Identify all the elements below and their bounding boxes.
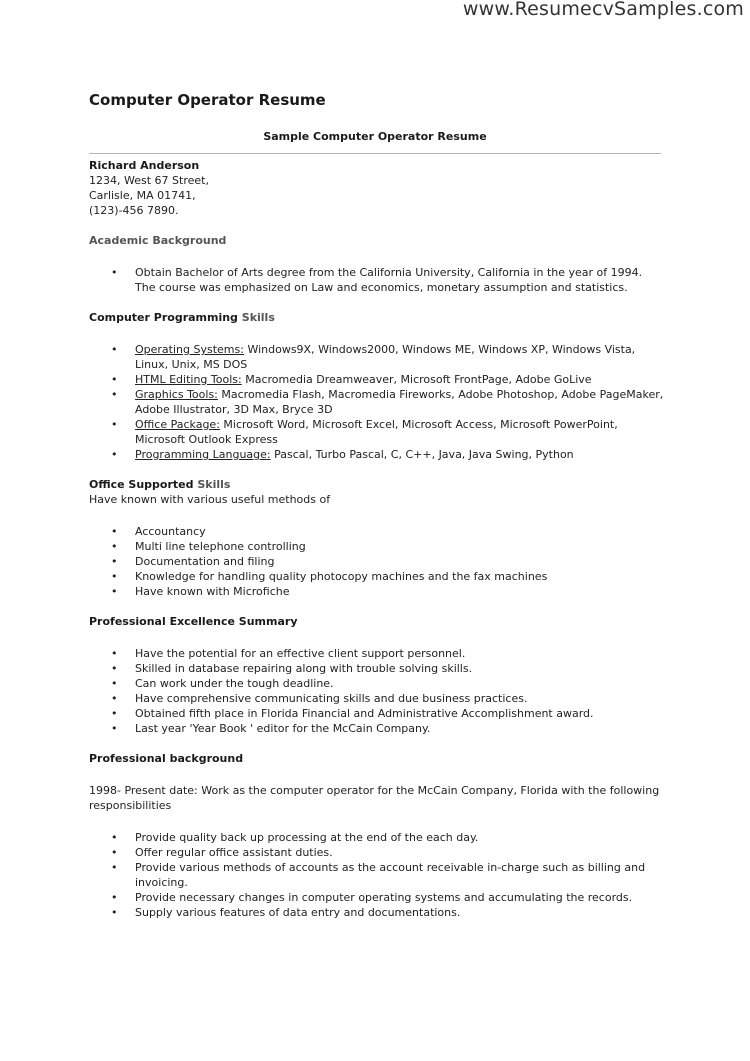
- page-title: Computer Operator Resume: [89, 91, 326, 109]
- contact-block: [89, 158, 664, 218]
- list-item: • Supply various features of data entry and documentations.: [111, 906, 461, 919]
- programming-skills-list: [89, 342, 664, 462]
- list-item: • Have known with Microfiche: [111, 585, 290, 598]
- list-item: • Obtained fifth place in Florida Financial and Administrative Accomplishment award.: [111, 707, 594, 720]
- list-item: • Provide quality back up processing at the end of the each day.: [111, 831, 479, 844]
- list-item: • Graphics Tools: Macromedia Flash, Macromedia Fireworks, Adobe Photoshop, Adobe PageMaker, Adobe Illustrator, 3D Max, Bryce 3D: [111, 388, 664, 416]
- office-skills-list: [89, 524, 664, 599]
- contact-phone: (123)-456 7890.: [89, 204, 179, 217]
- resume-body: [89, 158, 664, 920]
- responsibilities-list: [89, 830, 664, 920]
- excellence-list: [89, 646, 664, 736]
- list-item: • Accountancy: [111, 525, 206, 538]
- contact-address-line-1: 1234, West 67 Street,: [89, 174, 209, 187]
- list-item: • HTML Editing Tools: Macromedia Dreamweaver, Microsoft FrontPage, Adobe GoLive: [111, 373, 592, 386]
- list-item: • Programming Language: Pascal, Turbo Pascal, C, C++, Java, Java Swing, Python: [111, 448, 574, 461]
- section-heading-background: Professional background: [89, 752, 244, 765]
- section-heading-excellence: Professional Excellence Summary: [89, 615, 298, 628]
- list-item: • Offer regular office assistant duties.: [111, 846, 333, 859]
- list-item: • Have comprehensive communicating skills and due business practices.: [111, 692, 528, 705]
- list-item: • Have the potential for an effective client support personnel.: [111, 647, 466, 660]
- academic-list: [89, 265, 664, 295]
- section-heading-programming: Computer Programming Skills: [89, 311, 275, 324]
- contact-name: Richard Anderson: [89, 159, 200, 172]
- page-subtitle: Sample Computer Operator Resume: [263, 130, 487, 143]
- list-item: • Skilled in database repairing along with trouble solving skills.: [111, 662, 473, 675]
- website-watermark: www.ResumecvSamples.com: [462, 0, 744, 20]
- list-item: • Multi line telephone controlling: [111, 540, 306, 553]
- list-item: • Knowledge for handling quality photocopy machines and the fax machines: [111, 570, 548, 583]
- section-heading-academic: Academic Background: [89, 234, 227, 247]
- list-item: • Provide necessary changes in computer operating systems and accumulating the records.: [111, 891, 633, 904]
- section-heading-office: Office Supported Skills: [89, 478, 231, 491]
- list-item: • Operating Systems: Windows9X, Windows2000, Windows ME, Windows XP, Windows Vista, Linux, Unix, MS DOS: [111, 343, 636, 371]
- list-item: • Last year 'Year Book ' editor for the McCain Company.: [111, 722, 431, 735]
- list-item: • Office Package: Microsoft Word, Microsoft Excel, Microsoft Access, Microsoft PowerPoint, Microsoft Outlook Express: [111, 418, 618, 446]
- background-intro: 1998- Present date: Work as the computer operator for the McCain Company, Florida with the following responsibilities: [89, 784, 660, 812]
- divider: [89, 153, 661, 154]
- contact-address-line-2: Carlisle, MA 01741,: [89, 189, 196, 202]
- office-intro: Have known with various useful methods of: [89, 493, 331, 506]
- list-item: • Obtain Bachelor of Arts degree from the California University, California in the year of 1994. The course was emphasized on Law and economics, monetary assumption and statistics.: [111, 266, 643, 294]
- list-item: • Provide various methods of accounts as the account receivable in-charge such as billing and invoicing.: [111, 861, 646, 889]
- list-item: • Can work under the tough deadline.: [111, 677, 334, 690]
- list-item: • Documentation and filing: [111, 555, 275, 568]
